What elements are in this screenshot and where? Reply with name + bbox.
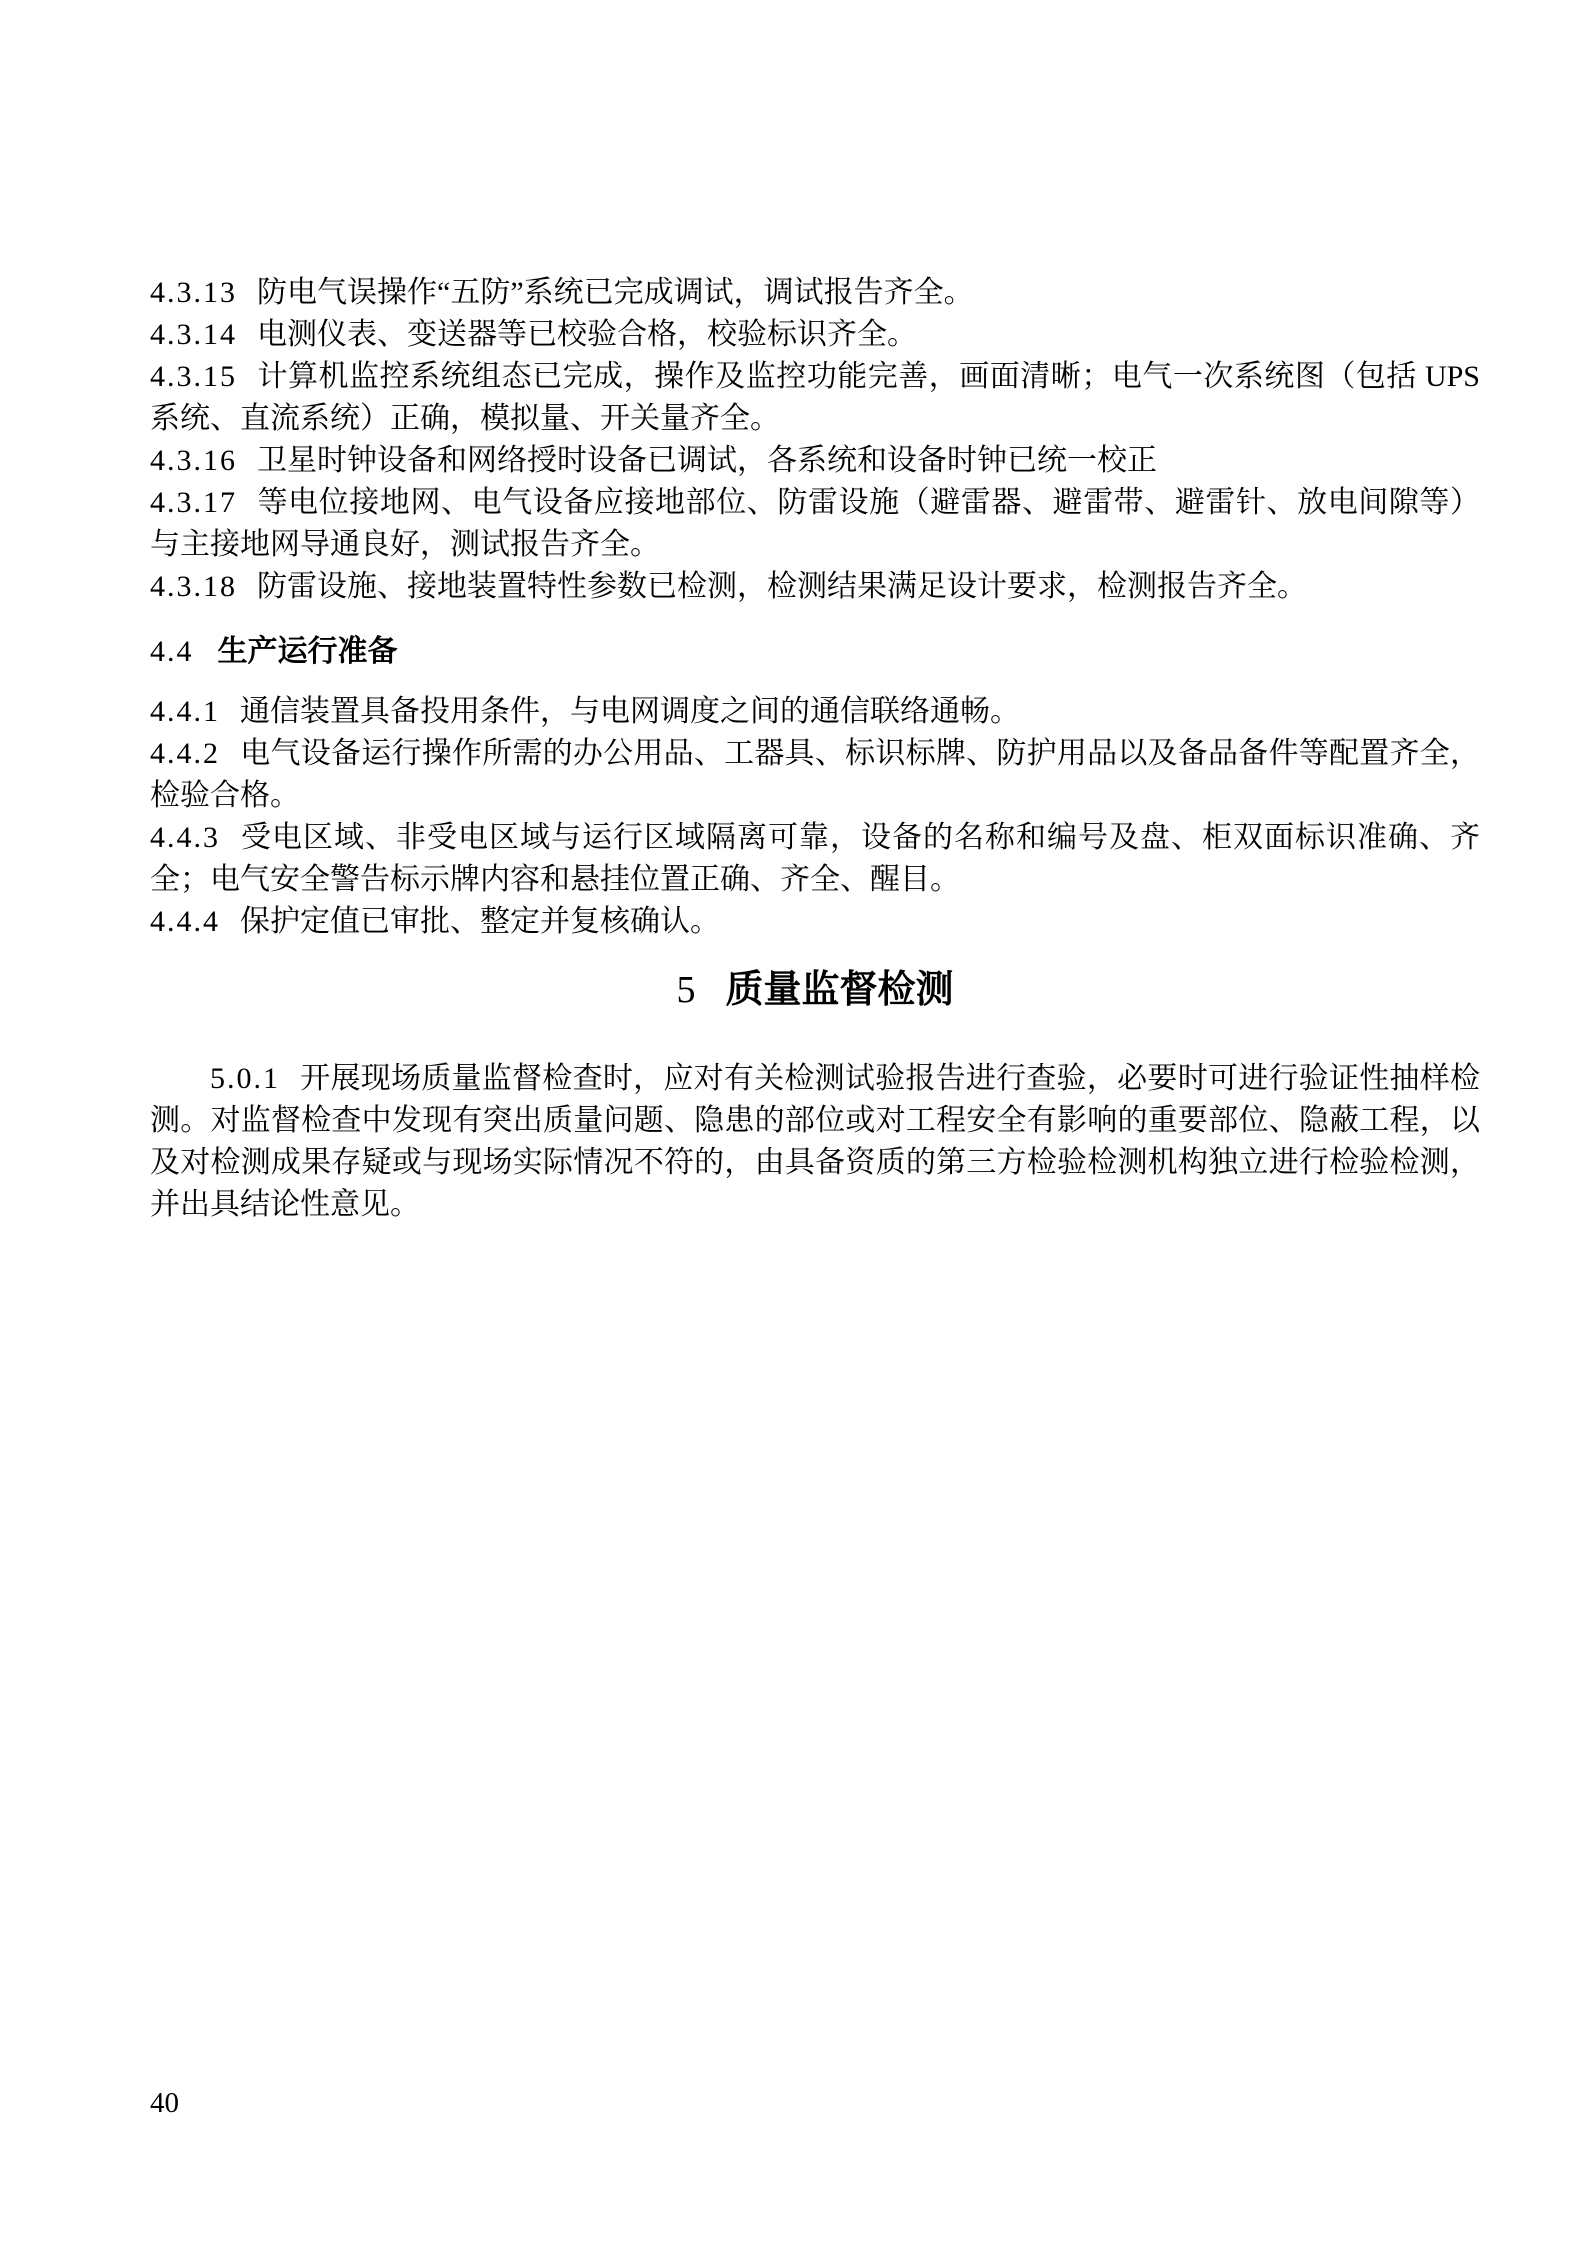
chapter-number: 5 <box>676 969 696 1011</box>
clause-text: 防雷设施、接地装置特性参数已检测，检测结果满足设计要求，检测报告齐全。 <box>257 570 1307 603</box>
clause-4-4-2 <box>150 733 1480 817</box>
clause-4-4-1 <box>150 691 1480 733</box>
clause-4-4-4 <box>150 901 1480 943</box>
clause-number: 4.3.17 <box>150 486 237 519</box>
clause-number: 4.4.3 <box>150 821 220 854</box>
clause-4-3-16 <box>150 440 1480 482</box>
clause-4-3-18 <box>150 566 1480 608</box>
clause-number: 4.3.14 <box>150 318 237 351</box>
clause-5-0-1 <box>150 1058 1480 1226</box>
clause-number: 4.3.16 <box>150 444 237 477</box>
clause-text: 卫星时钟设备和网络授时设备已调试，各系统和设备时钟已统一校正 <box>257 444 1157 477</box>
clause-4-3-14 <box>150 314 1480 356</box>
clause-number: 4.4.1 <box>150 695 220 728</box>
section-number: 4.4 <box>150 635 194 668</box>
clause-number: 4.3.15 <box>150 360 237 393</box>
section-title: 生产运行准备 <box>217 635 398 668</box>
clause-number: 4.3.18 <box>150 570 237 603</box>
clause-number: 4.4.2 <box>150 737 220 770</box>
clause-4-3-15 <box>150 356 1480 440</box>
clause-text: 计算机监控系统组态已完成，操作及监控功能完善，画面清晰；电气一次系统图（包括 UPS 系统、直流系统）正确，模拟量、开关量齐全。 <box>150 360 1480 435</box>
clause-text: 防电气误操作“五防”系统已完成调试，调试报告齐全。 <box>257 276 974 309</box>
clause-text: 受电区域、非受电区域与运行区域隔离可靠，设备的名称和编号及盘、柜双面标识准确、齐全；电气安全警告标示牌内容和悬挂位置正确、齐全、醒目。 <box>150 821 1480 896</box>
clause-text: 等电位接地网、电气设备应接地部位、防雷设施（避雷器、避雷带、避雷针、放电间隙等）与主接地网导通良好，测试报告齐全。 <box>150 486 1480 561</box>
clause-4-4-3 <box>150 817 1480 901</box>
clause-text: 开展现场质量监督检查时，应对有关检测试验报告进行查验，必要时可进行验证性抽样检测。对监督检查中发现有突出质量问题、隐患的部位或对工程安全有影响的重要部位、隐蔽工程，以及对检测成果存疑或与现场实际情况不符的，由具备资质的第三方检验检测机构独立进行检验检测，并出具结论性意见。 <box>150 1062 1480 1221</box>
clause-text: 保护定值已审批、整定并复核确认。 <box>240 905 720 938</box>
page-number: 40 <box>150 2087 179 2119</box>
clause-text: 通信装置具备投用条件，与电网调度之间的通信联络通畅。 <box>240 695 1020 728</box>
chapter-heading-5 <box>150 963 1480 1018</box>
section-heading-4-4 <box>150 631 1480 673</box>
clause-text: 电测仪表、变送器等已校验合格，校验标识齐全。 <box>257 318 917 351</box>
clause-number: 4.4.4 <box>150 905 220 938</box>
clause-4-3-17 <box>150 482 1480 566</box>
page-content <box>150 272 1480 1226</box>
clause-text: 电气设备运行操作所需的办公用品、工器具、标识标牌、防护用品以及备品备件等配置齐全，检验合格。 <box>150 737 1480 812</box>
clause-number: 4.3.13 <box>150 276 237 309</box>
clause-4-3-13 <box>150 272 1480 314</box>
clause-number: 5.0.1 <box>210 1062 280 1095</box>
chapter-title: 质量监督检测 <box>725 969 954 1011</box>
